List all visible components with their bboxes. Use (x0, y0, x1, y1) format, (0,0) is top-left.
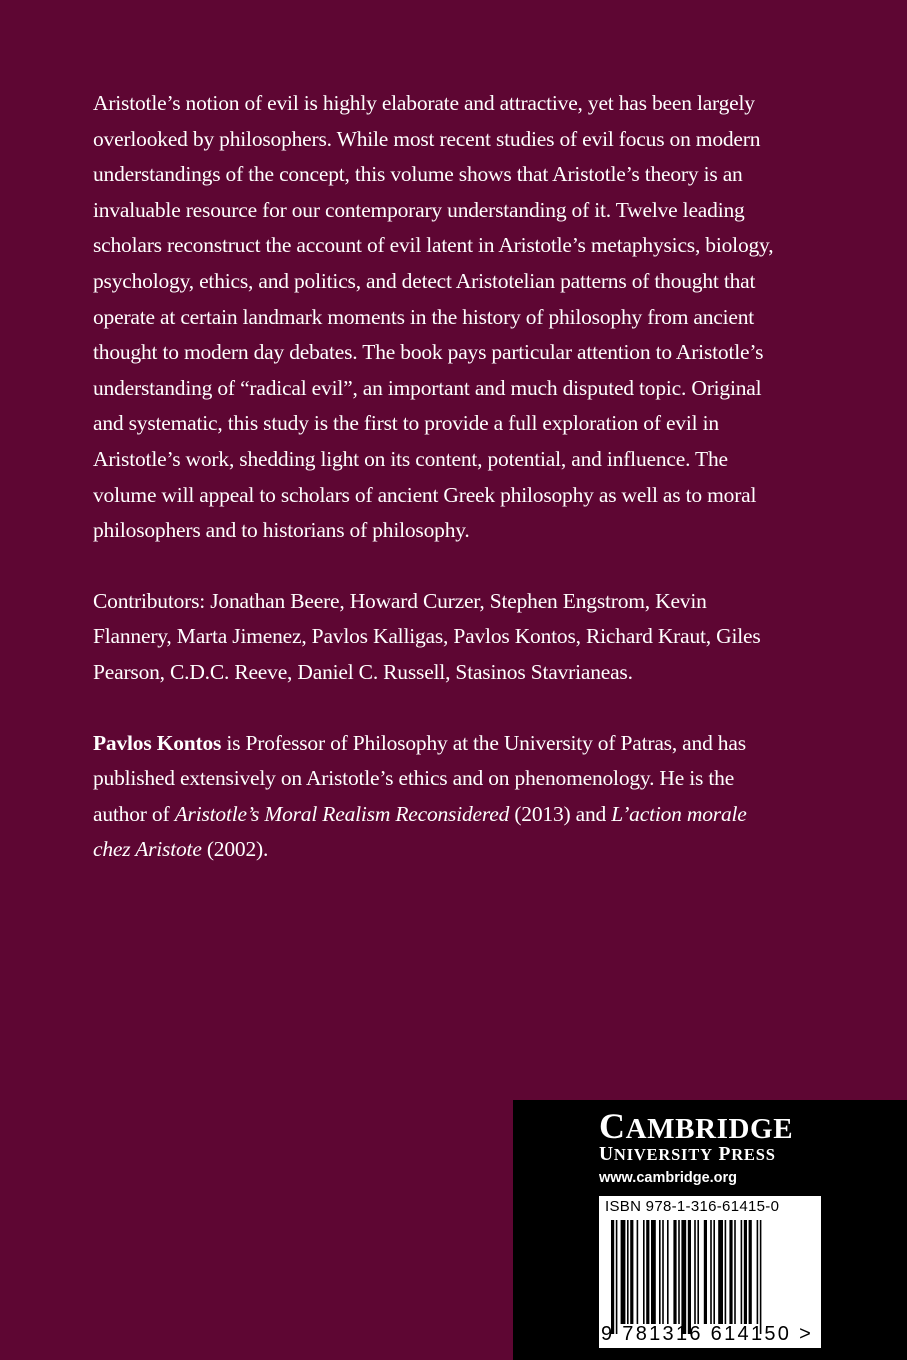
barcode-bar (710, 1220, 712, 1324)
publisher-panel (513, 1100, 907, 1360)
description-paragraph: Aristotle’s notion of evil is highly elaborate and attractive, yet has been largely overlooked by philosophers. While most recent studies of evil focus on modern understandings of the concept, this volume shows that Aristotle’s theory is an invaluable resource for our contemporary understanding of it. Twelve leading scholars reconstruct the account of evil latent in Aristotle’s metaphysics, biology, psychology, ethics, and politics, and detect Aristotelian patterns of thought that operate at certain landmark moments in the history of philosophy from ancient thought to modern day debates. The book pays particular attention to Aristotle’s understanding of “radical evil”, an important and much disputed topic. Original and systematic, this study is the first to provide a full exploration of evil in Aristotle’s work, shedding light on its content, potential, and influence. The volume will appeal to scholars of ancient Greek philosophy as well as to moral philosophers and to historians of philosophy. (93, 91, 774, 543)
barcode (599, 1196, 821, 1348)
barcode-bar (621, 1220, 626, 1324)
barcode-bar (667, 1220, 669, 1324)
barcode-bar (744, 1220, 747, 1324)
barcode-bar (673, 1220, 676, 1324)
barcode-bar (718, 1220, 723, 1324)
barcode-bar (713, 1220, 715, 1324)
barcode-bar (662, 1220, 664, 1324)
barcode-bar (630, 1220, 633, 1324)
barcode-bar (659, 1220, 661, 1324)
barcode-bar (741, 1220, 743, 1324)
barcode-bar (627, 1220, 629, 1324)
barcode-bar (611, 1220, 614, 1334)
back-cover-text (93, 86, 783, 868)
author-bio-text-2: (2013) and (509, 801, 612, 826)
barcode-bar (749, 1220, 752, 1324)
author-name: Pavlos Kontos (93, 730, 222, 755)
barcode-bar (760, 1220, 762, 1334)
barcode-bar (704, 1220, 707, 1324)
barcode-bar (643, 1220, 645, 1324)
author-bio-text-3: (2002). (201, 837, 269, 862)
barcode-bar (616, 1220, 618, 1334)
barcode-bar (757, 1220, 759, 1324)
publisher-subtitle: UNIVERSITY PRESS (599, 1144, 776, 1165)
isbn-label: ISBN 978-1-316-61415-0 (605, 1198, 780, 1215)
author-bio-paragraph (93, 726, 783, 868)
book-title-1: Aristotle’s Moral Realism Reconsidered (174, 801, 510, 826)
barcode-bar (688, 1220, 691, 1334)
author-bio-text-1: is Professor of Philosophy at the University of Patras, and has published extensively on Aristotle’s ethics and on phenomenology. He is the author of (93, 730, 746, 826)
barcode-bar (681, 1220, 686, 1334)
barcode-bar (678, 1220, 680, 1324)
book-title-2: L’action morale chez Aristote (93, 801, 747, 862)
barcode-bar (725, 1220, 727, 1324)
barcode-bar (694, 1220, 696, 1324)
publisher-url: www.cambridge.org (599, 1170, 738, 1186)
barcode-bar (646, 1220, 649, 1324)
barcode-bar (697, 1220, 699, 1324)
barcode-bar (729, 1220, 732, 1324)
barcode-bar (651, 1220, 656, 1324)
barcode-digits: 9 781316 614150 > (601, 1323, 814, 1345)
contributors-paragraph: Contributors: Jonathan Beere, Howard Curzer, Stephen Engstrom, Kevin Flannery, Marta Jimenez, Pavlos Kalligas, Pavlos Kontos, Richard Kraut, Giles Pearson, C.D.C. Reeve, Daniel C. Russell, Stasinos Stavrianeas. (93, 588, 761, 684)
publisher-name: CAMBRIDGE (599, 1106, 794, 1146)
barcode-bar (734, 1220, 736, 1324)
barcode-bar (637, 1220, 639, 1324)
